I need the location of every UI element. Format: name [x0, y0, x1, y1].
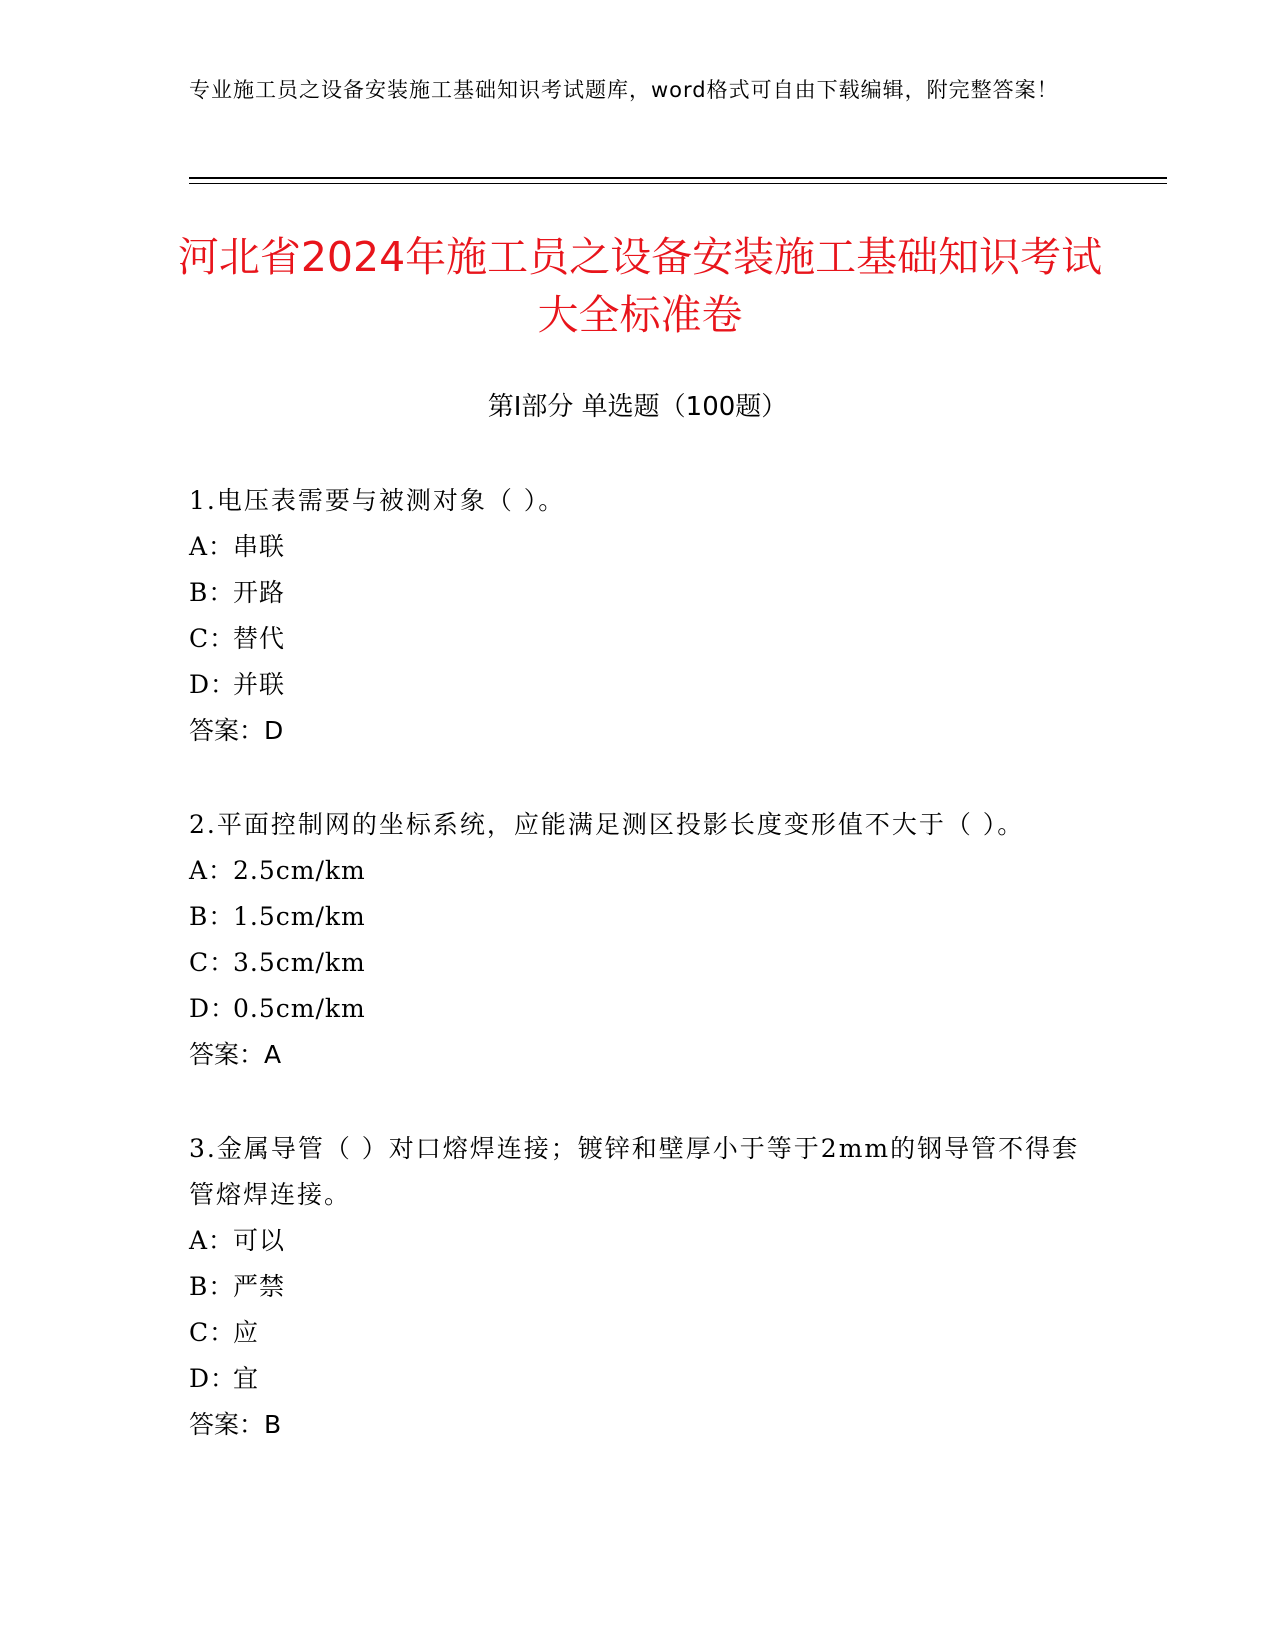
option-b [189, 570, 1089, 616]
question-item [189, 802, 1089, 1078]
option-d [189, 986, 1089, 1032]
option-key: A： [189, 1226, 235, 1255]
option-text: 并联 [233, 670, 286, 699]
option-text: 串联 [233, 532, 286, 561]
option-key: C： [189, 624, 236, 653]
question-list [189, 478, 1089, 1496]
option-key: C： [189, 948, 236, 977]
option-text: 应 [233, 1318, 260, 1347]
answer-line: 答案：A [189, 1040, 282, 1069]
option-text: 开路 [233, 578, 286, 607]
option-b [189, 1264, 1089, 1310]
header-divider-thick [189, 177, 1167, 179]
section-heading: 第I部分 单选题（100题） [487, 392, 788, 422]
option-key: D： [189, 670, 237, 699]
option-key: B： [189, 1272, 235, 1301]
option-d [189, 1356, 1089, 1402]
option-text: 1.5cm/km [233, 902, 366, 931]
option-key: C： [189, 1318, 236, 1347]
answer-line: 答案：B [189, 1410, 282, 1439]
header-divider-thin [189, 183, 1167, 184]
option-text: 宜 [233, 1364, 260, 1393]
option-key: A： [189, 532, 235, 561]
option-key: B： [189, 902, 235, 931]
option-text: 3.5cm/km [233, 948, 366, 977]
option-b [189, 894, 1089, 940]
option-key: D： [189, 994, 237, 1023]
option-a [189, 848, 1089, 894]
option-c [189, 1310, 1089, 1356]
option-key: D： [189, 1364, 237, 1393]
option-key: B： [189, 578, 235, 607]
option-text: 可以 [233, 1226, 286, 1255]
option-c [189, 940, 1089, 986]
question-item [189, 478, 1089, 754]
question-stem: 1.电压表需要与被测对象（ ）。 [189, 486, 566, 515]
question-stem: 2.平面控制网的坐标系统，应能满足测区投影长度变形值不大于（ ）。 [189, 810, 1025, 839]
question-stem: 3.金属导管（ ）对口熔焊连接；镀锌和壁厚小于等于2mm的钢导管不得套管熔焊连接。 [189, 1134, 1080, 1209]
option-a [189, 524, 1089, 570]
header-note: 专业施工员之设备安装施工基础知识考试题库，word格式可自由下载编辑，附完整答案！ [189, 78, 1059, 102]
option-text: 严禁 [233, 1272, 286, 1301]
answer-line: 答案：D [189, 716, 284, 745]
option-key: A： [189, 856, 235, 885]
option-text: 替代 [233, 624, 286, 653]
option-a [189, 1218, 1089, 1264]
document-title: 河北省2024年施工员之设备安装施工基础知识考试大全标准卷 [177, 233, 1103, 339]
option-text: 0.5cm/km [233, 994, 366, 1023]
question-item [189, 1126, 1089, 1448]
option-c [189, 616, 1089, 662]
option-text: 2.5cm/km [233, 856, 366, 885]
option-d [189, 662, 1089, 708]
